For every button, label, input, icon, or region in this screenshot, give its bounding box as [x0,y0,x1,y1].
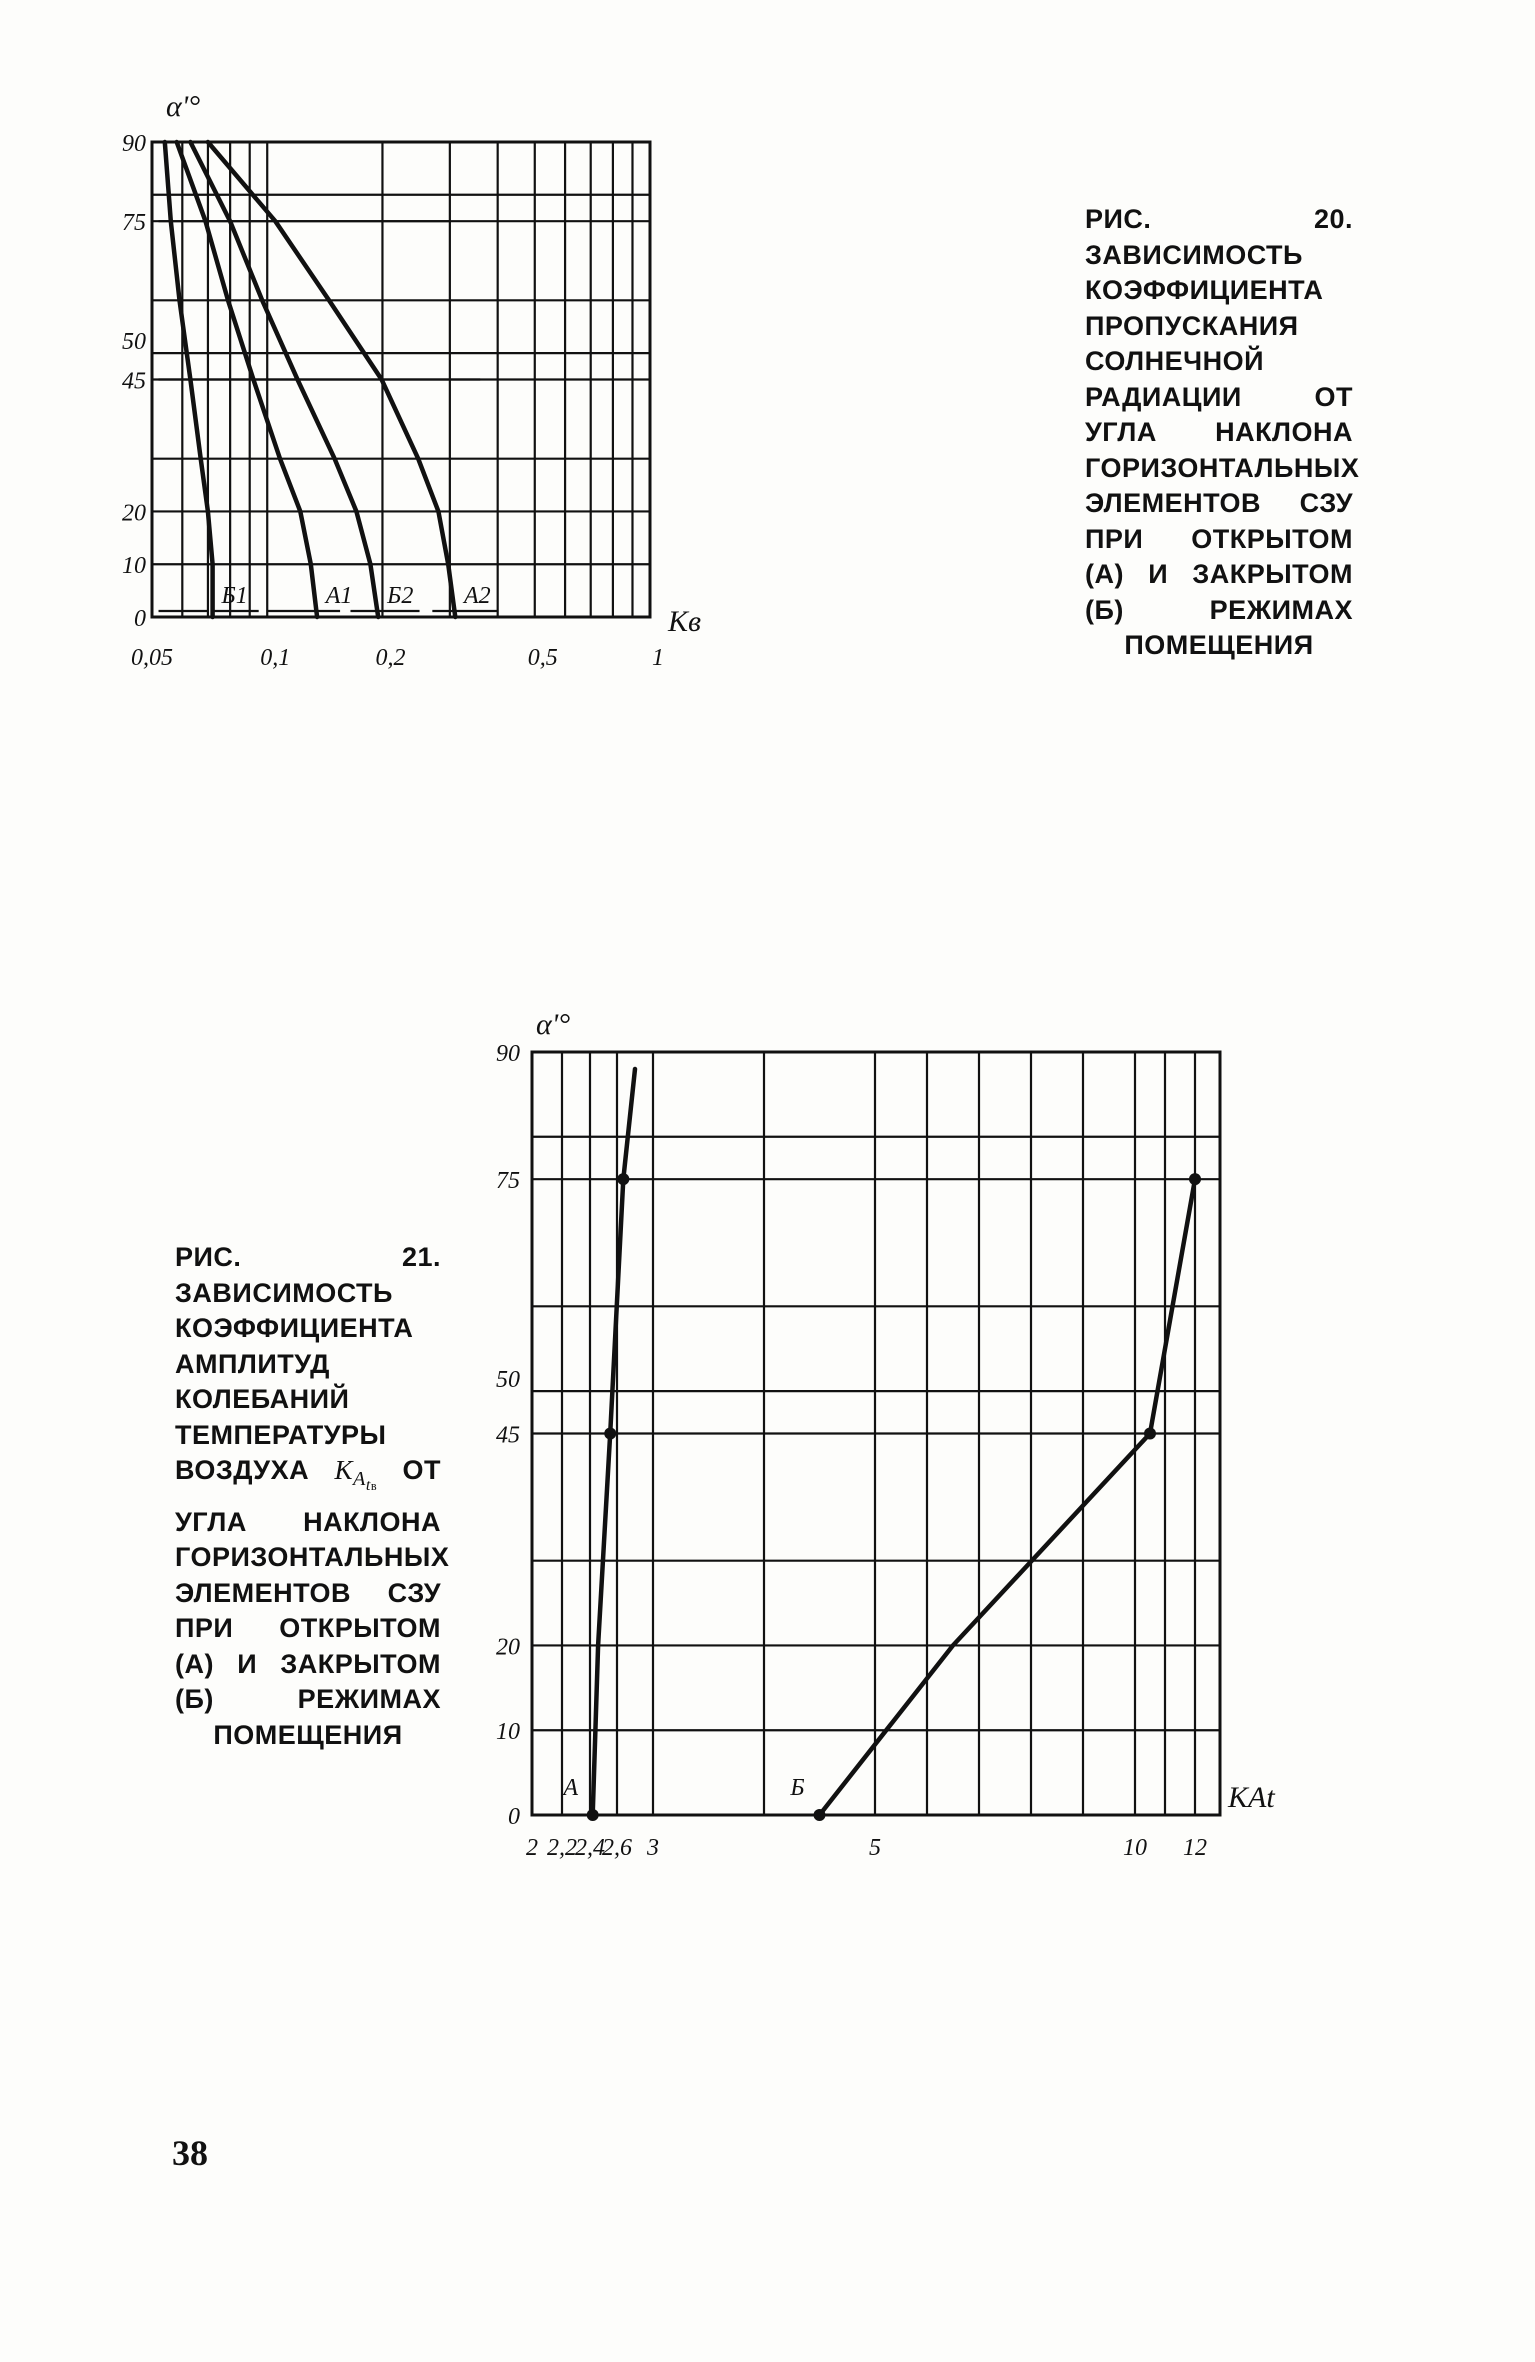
fig21-x-axis-title: KAt [1228,1781,1275,1814]
fig21-point-Б [1144,1428,1156,1440]
figure-21-caption: РИС. 21. ЗАВИСИМОСТЬ КОЭФФИЦИЕНТА АМПЛИТУД КОЛЕБАНИЙ ТЕМПЕРАТУРЫ ВОЗДУХА $K_{A_{tв}}$ ОТ УГЛА НАКЛОНА ГОРИЗОНТАЛЬНЫХ ЭЛЕМЕНТОВ СЗУ ПРИ ОТКРЫТОМ (А) И ЗАКРЫТОМ (Б) РЕЖИМАХ ПОМЕЩЕНИЯ [175,1242,450,1750]
figure-20-chart [122,90,1050,1015]
fig21-y-axis-title: α'° [536,1008,571,1041]
fig21-point-А [587,1809,599,1821]
fig21-x-tick-label: 2 [526,1835,538,1861]
fig21-curves [587,1069,1201,1821]
fig20-y-tick-label: 90 [122,131,146,157]
fig20-y-tick-label: 10 [122,553,146,580]
fig21-curve-label-Б: Б [790,1775,805,1801]
fig20-x-tick-label: 1 [652,645,664,671]
fig20-x-axis-title: Kв [668,605,702,638]
figure-21-chart [470,1008,1370,1880]
fig20-curve-label-А2: А2 [463,583,491,609]
fig21-y-tick-label: 0 [508,1804,520,1830]
fig21-x-tick-label: 3 [647,1835,659,1861]
fig21-x-tick-label: 2,6 [602,1835,632,1861]
fig20-y-tick-label: 0 [134,606,146,632]
kat-symbol: $K_{A_{tв}}$ [334,1455,378,1495]
fig21-y-tick-label: 90 [496,1041,520,1067]
fig21-point-Б [1189,1173,1201,1185]
fig20-y-tick-label: 45 [122,368,146,395]
fig21-x-tick-label: 5 [869,1835,881,1861]
fig21-curve-label-А: А [563,1775,579,1801]
fig20-y-tick-label: 20 [122,500,146,527]
fig21-grid [532,1052,1220,1815]
fig21-y-tick-label: 45 [496,1422,520,1449]
fig21-y-tick-label: 10 [496,1719,520,1746]
fig21-x-tick-label: 2,2 [547,1835,577,1861]
fig21-point-А [617,1173,629,1185]
fig20-x-tick-label: 0,1 [260,645,291,671]
page-number: 38 [172,2133,208,2173]
fig21-x-tick-label: 2,4 [575,1835,605,1861]
fig20-y-tick-label: 75 [122,210,146,237]
fig21-y-tick-label: 75 [496,1168,520,1195]
fig21-point-Б [814,1809,826,1821]
fig20-x-tick-label: 0,05 [131,645,173,671]
fig20-y-axis-title: α'° [166,90,201,123]
fig21-point-А [604,1428,616,1440]
fig20-y-tick-label: 50 [122,329,146,356]
fig20-x-tick-label: 0,2 [375,645,406,671]
figure-20-caption: РИС. 20. ЗАВИСИМОСТЬ КОЭФФИЦИЕНТА ПРОПУСКАНИЯ СОЛНЕЧНОЙ РАДИАЦИИ ОТ УГЛА НАКЛОНА ГОРИЗОНТАЛЬНЫХ ЭЛЕМЕНТОВ СЗУ ПРИ ОТКРЫТОМ (А) И ЗАКРЫТОМ (Б) РЕЖИМАХ ПОМЕЩЕНИЯ [1085,204,1360,660]
fig21-y-tick-label: 20 [496,1634,520,1661]
fig21-x-tick-label: 10 [1123,1835,1147,1861]
fig20-curve-label-А1: А1 [325,583,353,609]
fig21-y-tick-label: 50 [496,1367,520,1394]
fig20-curve-label-Б2: Б2 [387,583,414,609]
fig20-curve-label-Б1: Б1 [221,583,248,609]
fig20-x-tick-label: 0,5 [527,645,558,671]
fig21-x-tick-label: 12 [1183,1835,1207,1861]
